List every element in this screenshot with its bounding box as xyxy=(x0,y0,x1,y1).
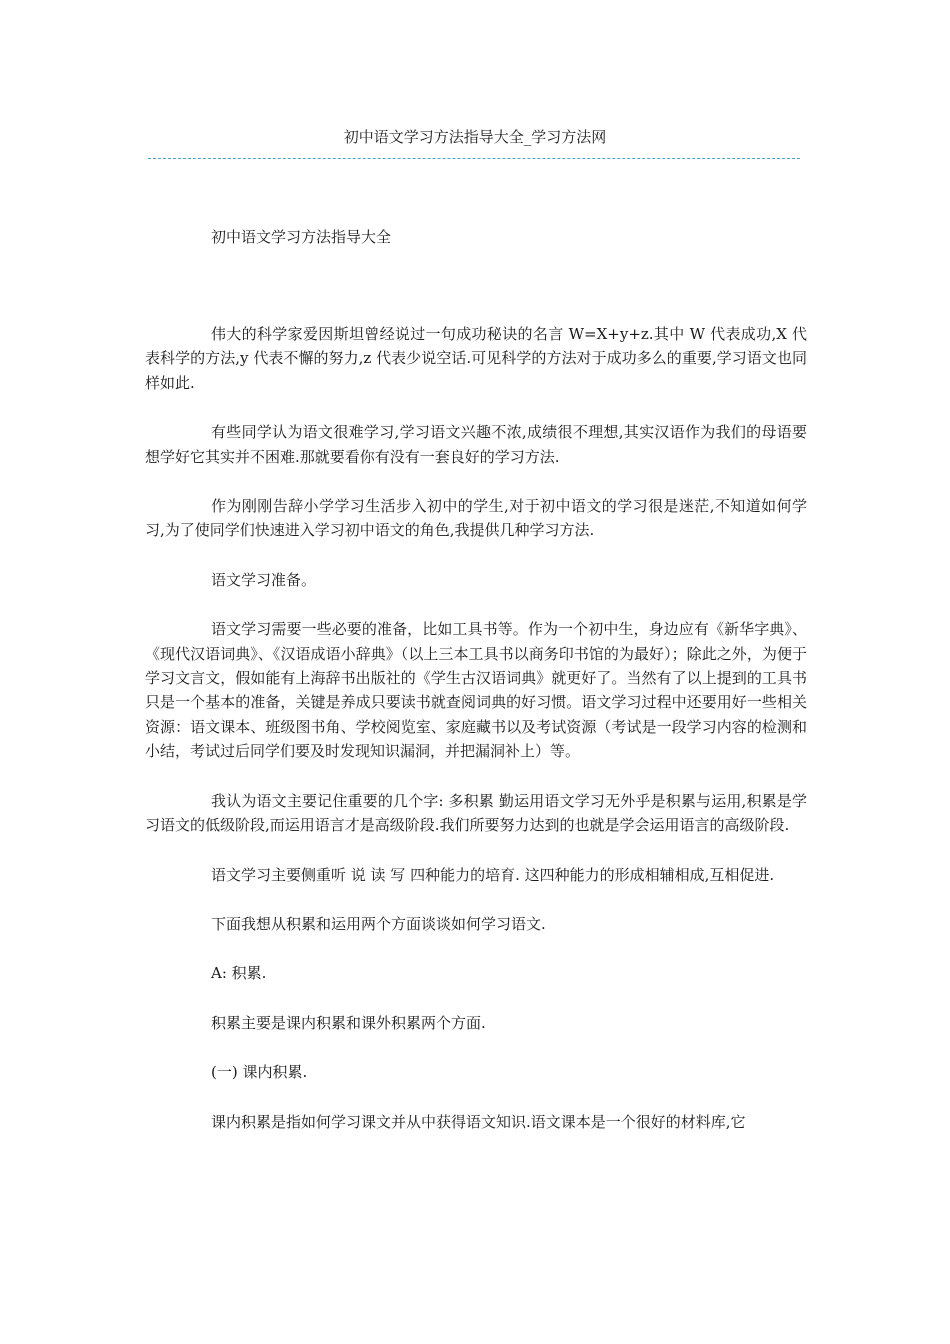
paragraph-2: 有些同学认为语文很难学习,学习语文兴趣不浓,成绩很不理想,其实汉语作为我们的母语要想学好它其实并不困难.那就要看你有没有一套良好的学习方法. xyxy=(145,423,807,466)
header-divider xyxy=(148,158,800,159)
paragraph-4: 语文学习准备。 xyxy=(211,570,317,589)
paragraph-5: 语文学习需要一些必要的准备，比如工具书等。作为一个初中生，身边应有《新华字典》、《现代汉语词典》、《汉语成语小辞典》（以上三本工具书以商务印书馆的为最好）；除此之外，为便于学习文言文，假如能有上海辞书出版社的《学生古汉语词典》就更好了。当然有了以上提到的工具书只是一个基本的准备，关键是养成只要读书就查阅词典的好习惯。语文学习过程中还要用好一些相关资源：语文课本、班级图书角、学校阅览室、家庭藏书以及考试资源（考试是一段学习内容的检测和小结，考试过后同学们要及时发现知识漏洞，并把漏洞补上）等。 xyxy=(145,620,807,761)
paragraph-3: 作为刚刚告辞小学学习生活步入初中的学生,对于初中语文的学习很是迷茫,不知道如何学习,为了使同学们快速进入学习初中语文的角色,我提供几种学习方法. xyxy=(145,497,807,540)
paragraph-10: 积累主要是课内积累和课外积累两个方面. xyxy=(211,1013,486,1032)
paragraph-11: (一) 课内积累. xyxy=(211,1063,308,1082)
paragraph-7: 语文学习主要侧重听 说 读 写 四种能力的培育. 这四种能力的形成相辅相成,互相促进. xyxy=(211,865,775,884)
paragraph-8: 下面我想从积累和运用两个方面谈谈如何学习语文. xyxy=(211,914,546,933)
article-body xyxy=(145,225,807,1134)
article-title: 初中语文学习方法指导大全 xyxy=(211,228,392,246)
paragraph-12: 课内积累是指如何学习课文并从中获得语文知识.语文课本是一个很好的材料库,它 xyxy=(211,1112,746,1131)
paragraph-6: 我认为语文主要记住重要的几个字: 多积累 勤运用语文学习无外乎是积累与运用,积累是学习语文的低级阶段,而运用语言才是高级阶段.我们所要努力达到的也就是学会运用语言的高级阶段. xyxy=(145,791,807,835)
header-title: 初中语文学习方法指导大全_学习方法网 xyxy=(343,128,607,146)
paragraph-1: 伟大的科学家爱因斯坦曾经说过一句成功秘诀的名言 W=X+y+z.其中 W 代表成功,X 代表科学的方法,y 代表不懈的努力,z 代表少说空话.可见科学的方法对于成功多么的重要,学习语文也同样如此. xyxy=(145,325,807,392)
paragraph-9: A: 积累. xyxy=(211,964,267,983)
